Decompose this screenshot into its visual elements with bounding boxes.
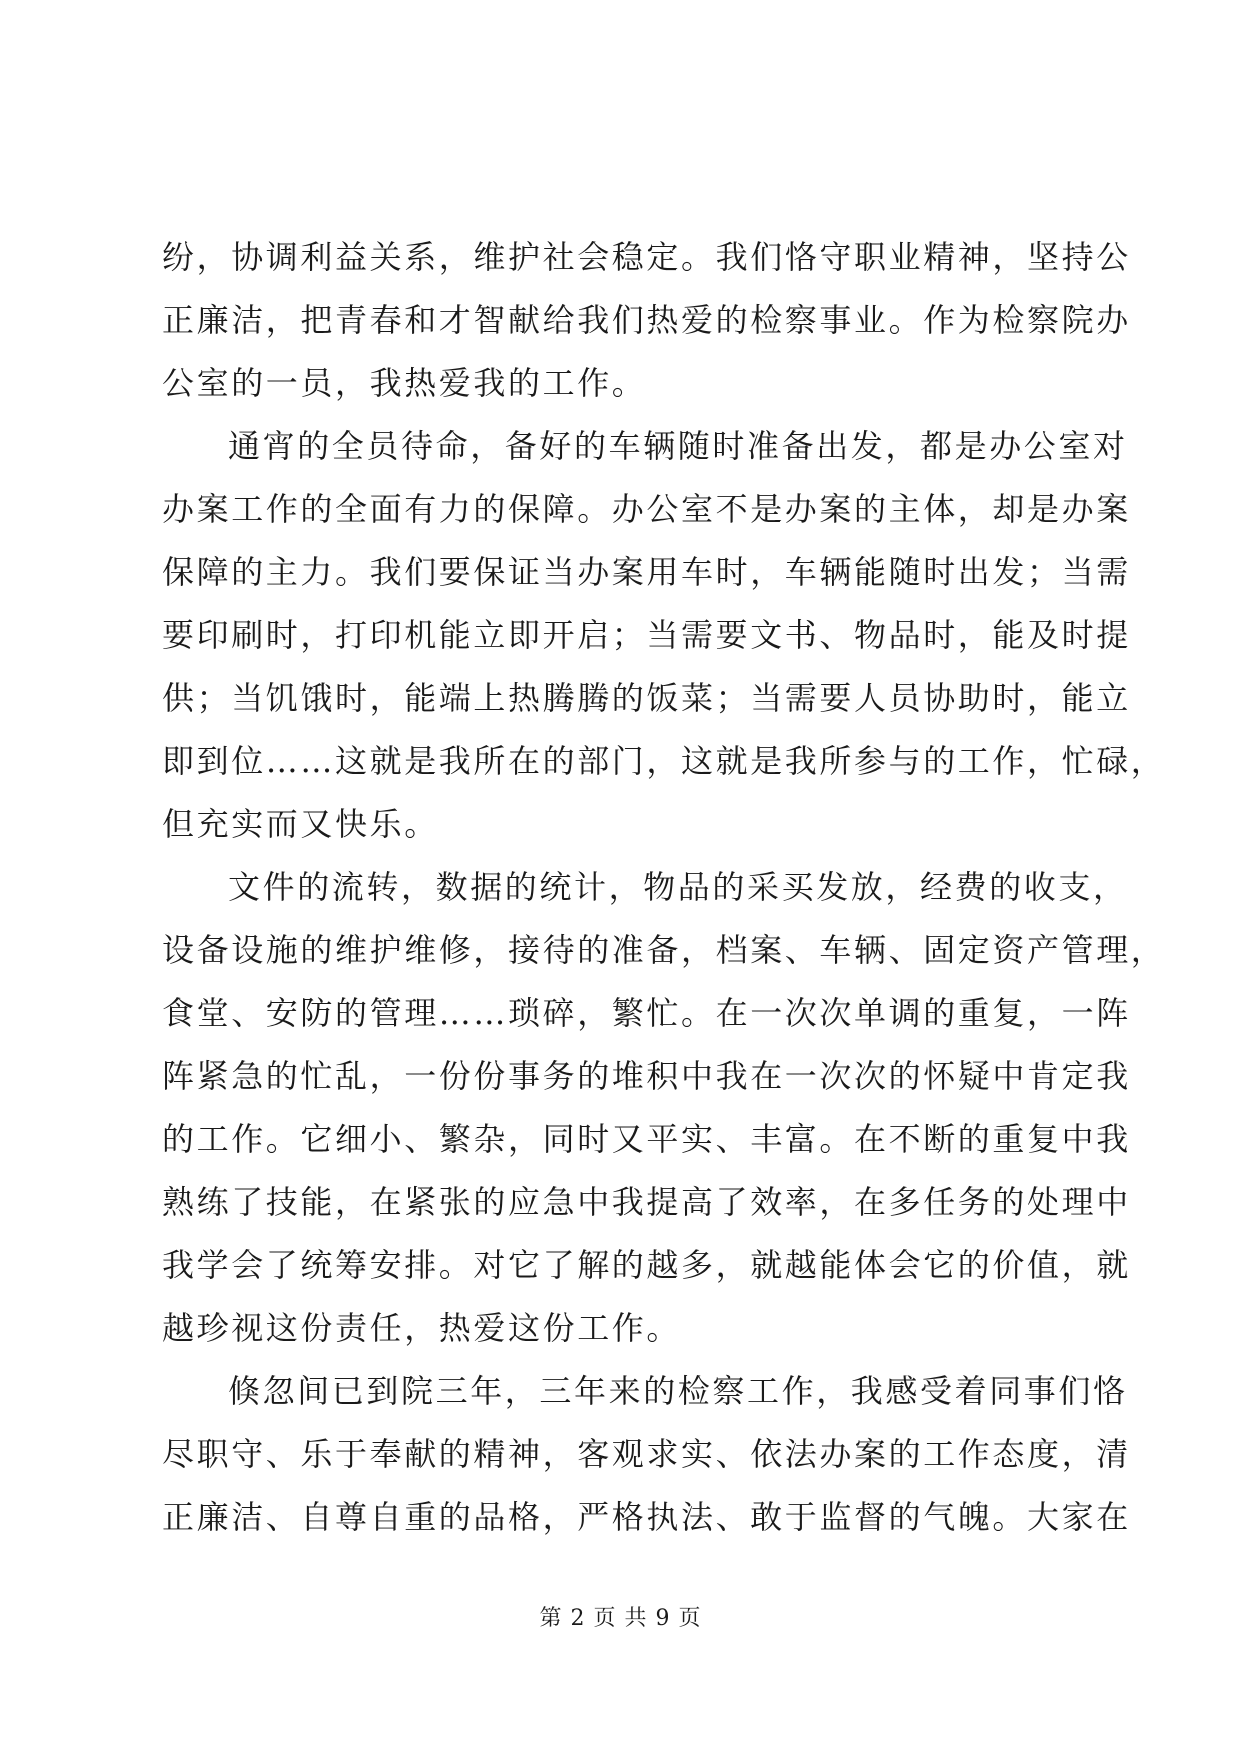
text-line: 公室的一员，我热爱我的工作。 — [162, 364, 647, 402]
text-line: 我学会了统筹安排。对它了解的越多，就越能体会它的价值，就 — [162, 1246, 1131, 1284]
text-line: 设备设施的维护维修，接待的准备，档案、车辆、固定资产管理， — [162, 931, 1166, 969]
text-line: 但充实而又快乐。 — [162, 805, 439, 843]
text-line: 的工作。它细小、繁杂，同时又平实、丰富。在不断的重复中我 — [162, 1120, 1131, 1158]
text-line: 食堂、安防的管理……琐碎，繁忙。在一次次单调的重复，一阵 — [162, 994, 1131, 1032]
text-line: 倏忽间已到院三年，三年来的检察工作，我感受着同事们恪 — [228, 1372, 1128, 1410]
text-line: 文件的流转，数据的统计，物品的采买发放，经费的收支， — [228, 868, 1128, 906]
text-line: 即到位……这就是我所在的部门，这就是我所参与的工作，忙碌， — [162, 742, 1166, 780]
text-line: 熟练了技能，在紧张的应急中我提高了效率，在多任务的处理中 — [162, 1183, 1131, 1221]
text-line: 正廉洁、自尊自重的品格，严格执法、敢于监督的气魄。大家在 — [162, 1498, 1131, 1536]
page-number-footer: 第 2 页 共 9 页 — [539, 1606, 702, 1631]
text-line: 越珍视这份责任，热爱这份工作。 — [162, 1309, 682, 1347]
text-line: 办案工作的全面有力的保障。办公室不是办案的主体，却是办案 — [162, 490, 1131, 528]
text-line: 纷，协调利益关系，维护社会稳定。我们恪守职业精神，坚持公 — [162, 238, 1131, 276]
text-line: 通宵的全员待命，备好的车辆随时准备出发，都是办公室对 — [228, 427, 1128, 465]
text-line: 正廉洁，把青春和才智献给我们热爱的检察事业。作为检察院办 — [162, 301, 1131, 339]
text-line: 阵紧急的忙乱，一份份事务的堆积中我在一次次的怀疑中肯定我 — [162, 1057, 1131, 1095]
body-text — [162, 226, 1166, 1549]
text-line: 供；当饥饿时，能端上热腾腾的饭菜；当需要人员协助时，能立 — [162, 679, 1131, 717]
text-line: 保障的主力。我们要保证当办案用车时，车辆能随时出发；当需 — [162, 553, 1131, 591]
text-line: 要印刷时，打印机能立即开启；当需要文书、物品时，能及时提 — [162, 616, 1131, 654]
text-line: 尽职守、乐于奉献的精神，客观求实、依法办案的工作态度，清 — [162, 1435, 1131, 1473]
